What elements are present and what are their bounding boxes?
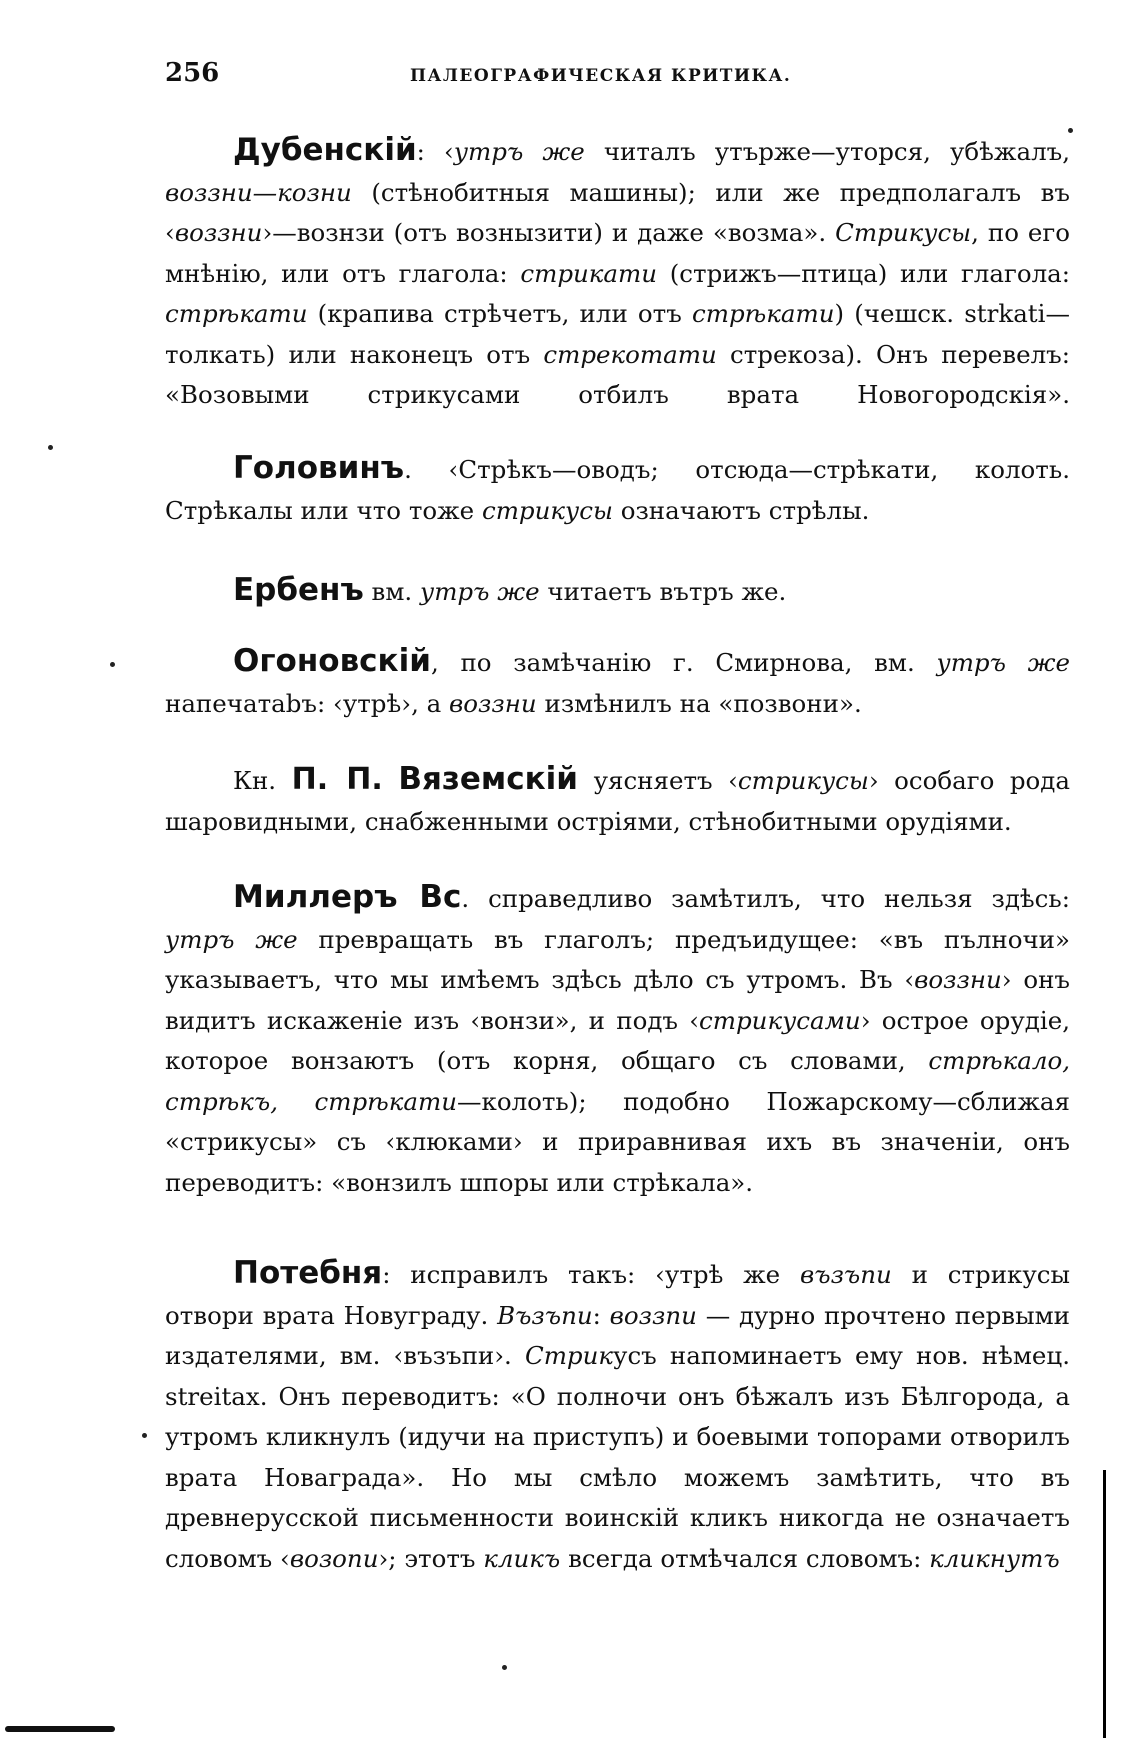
author-initials: П. П. — [291, 762, 383, 797]
italic-term: възъпи — [799, 1260, 892, 1289]
italic-term: кликнутъ — [929, 1543, 1060, 1573]
italic-term: утръ же — [165, 924, 298, 954]
text: усъ напоминаетъ ему нов. нѣмец. streitax. Онъ переводитъ: «О полночи онъ бѣжалъ изъ Бѣлгорода, а утромъ кликнулъ (идучи на приступъ) и боевыми топорами отворилъ врата Новаграда». Но мы смѣло можемъ замѣтить, что въ древнерусской письменности воинскій кликъ никогда не означаетъ словомъ ‹ — [165, 1341, 1070, 1573]
text: : ‹ — [416, 137, 454, 166]
author-name: Головинъ — [233, 450, 405, 486]
author-name: Огоновскій — [233, 643, 431, 679]
page-number: 256 — [165, 58, 220, 88]
paragraph-dubensky — [165, 130, 1070, 416]
text: › особаго рода шаровидными, снабженными остріями, стѣнобитными орудіями. — [165, 766, 1070, 836]
scan-smudge — [5, 1726, 115, 1732]
paragraph-potebnya — [165, 1253, 1070, 1579]
italic-term: стрикусы — [481, 495, 613, 525]
speck — [502, 1665, 507, 1670]
text: превращать въ глаголъ; предъидущее: «въ пълночи» указываетъ, что мы имѣемъ здѣсь дѣло съ утромъ. Въ ‹ — [165, 924, 1070, 994]
text: Кн. — [233, 766, 277, 795]
paragraph-miller — [165, 877, 1070, 1203]
paragraph-vyazemsky — [165, 759, 1070, 842]
speck — [142, 1433, 147, 1438]
italic-term: воззпи — [609, 1300, 697, 1330]
italic-term: утръ же — [453, 137, 585, 166]
italic-term: Стрикусы — [835, 218, 972, 247]
text: означаютъ стрѣлы. — [612, 495, 870, 525]
text: и стрикусы отвори врата Новуграду. — [165, 1260, 1070, 1330]
text: читаетъ вътръ же. — [539, 577, 787, 606]
italic-term: воззни — [449, 688, 537, 718]
italic-term: возопи — [289, 1543, 379, 1573]
text: (стѣнобитныя машины); или же предполагалъ въ ‹ — [165, 177, 1070, 247]
italic-term: стрѣкати — [691, 299, 835, 328]
text: всегда отмѣчался словомъ: — [560, 1543, 930, 1573]
italic-term: стрикати — [520, 258, 658, 288]
running-title: ПАЛЕОГРАФИЧЕСКАЯ КРИТИКА. — [410, 66, 792, 86]
italic-term: воззни — [914, 965, 1002, 994]
text: (стрижъ—птица) или глагола: — [657, 258, 1070, 288]
text: читалъ утърже—уторся, убѣжалъ, — [584, 137, 1071, 166]
paragraph-erben — [165, 570, 1070, 613]
text: уясняетъ ‹ — [578, 766, 738, 795]
text: › острое орудіе, которое вонзаютъ (отъ корня, общаго съ словами, — [165, 1005, 1070, 1075]
author-name: Миллеръ Вс — [233, 879, 462, 915]
text: измѣнилъ на «позвони». — [536, 688, 862, 718]
paragraph-ogonovsky — [165, 641, 1070, 724]
italic-term: Стрик — [524, 1341, 614, 1370]
italic-term: стрикусами — [699, 1005, 861, 1035]
text: стрекоза). Онъ перевелъ: «Возовыми стрикусами отбилъ врата Новогородскія». — [165, 339, 1070, 409]
author-name: Ербенъ — [233, 572, 364, 608]
author-name: Дубенскій — [233, 132, 417, 168]
text: — дурно прочтено первыми издателями, вм. ‹възъпи›. — [165, 1300, 1070, 1370]
text: —колоть); подобно Пожарскому—сближая «стрикусы» съ ‹клюками› и приравнивая ихъ въ значеніи, онъ переводитъ: «вонзилъ шпоры или стрѣкала». — [165, 1086, 1070, 1197]
text: ) (чешск. strkati—толкать) или наконецъ отъ — [165, 299, 1070, 369]
text: , по его мнѣнію, или отъ глагола: — [165, 218, 1070, 288]
text: , по замѣчанію г. Смирнова, вм. — [430, 648, 937, 677]
italic-term: кликъ — [483, 1543, 561, 1573]
italic-term: воззни—козни — [165, 177, 352, 207]
text: › онъ видитъ искаженіе изъ ‹вонзи», и подъ ‹ — [165, 965, 1070, 1035]
scan-edge-line — [1103, 1470, 1106, 1738]
italic-term: воззни — [174, 218, 263, 247]
text: (крапива стрѣчетъ, или отъ — [307, 299, 692, 328]
text: . ‹Стрѣкъ—оводъ; отсюда—стрѣкати, колоть. Стрѣкалы или что тоже — [165, 455, 1070, 525]
italic-term: утръ же — [936, 648, 1070, 677]
speck — [110, 662, 115, 667]
text: . справедливо замѣтилъ, что нельзя здѣсь: — [461, 884, 1070, 913]
text: ›—вознзи (отъ вознызити) и даже «возма». — [262, 218, 836, 247]
text: ›; этотъ — [378, 1543, 484, 1573]
italic-term: стрѣкало, стрѣкъ, стрѣкати — [165, 1046, 1070, 1116]
italic-term: Възъпи — [497, 1300, 593, 1330]
text: : исправилъ такъ: ‹утрѣ же — [382, 1260, 800, 1289]
text: : — [592, 1300, 610, 1330]
italic-term: стрекотати — [543, 339, 717, 369]
paragraph-golovin — [165, 448, 1070, 531]
italic-term: стрикусы — [737, 766, 869, 795]
speck — [1068, 128, 1073, 133]
page-header — [165, 58, 1040, 88]
italic-term: стрѣкати — [165, 299, 308, 328]
speck — [48, 445, 53, 450]
text: напечатаbъ: ‹утрѣ›, а — [165, 688, 450, 718]
text: вм. — [363, 577, 420, 606]
author-name: Потебня — [233, 1255, 383, 1291]
author-name: Вяземскій — [398, 761, 579, 797]
italic-term: утръ же — [419, 577, 540, 606]
